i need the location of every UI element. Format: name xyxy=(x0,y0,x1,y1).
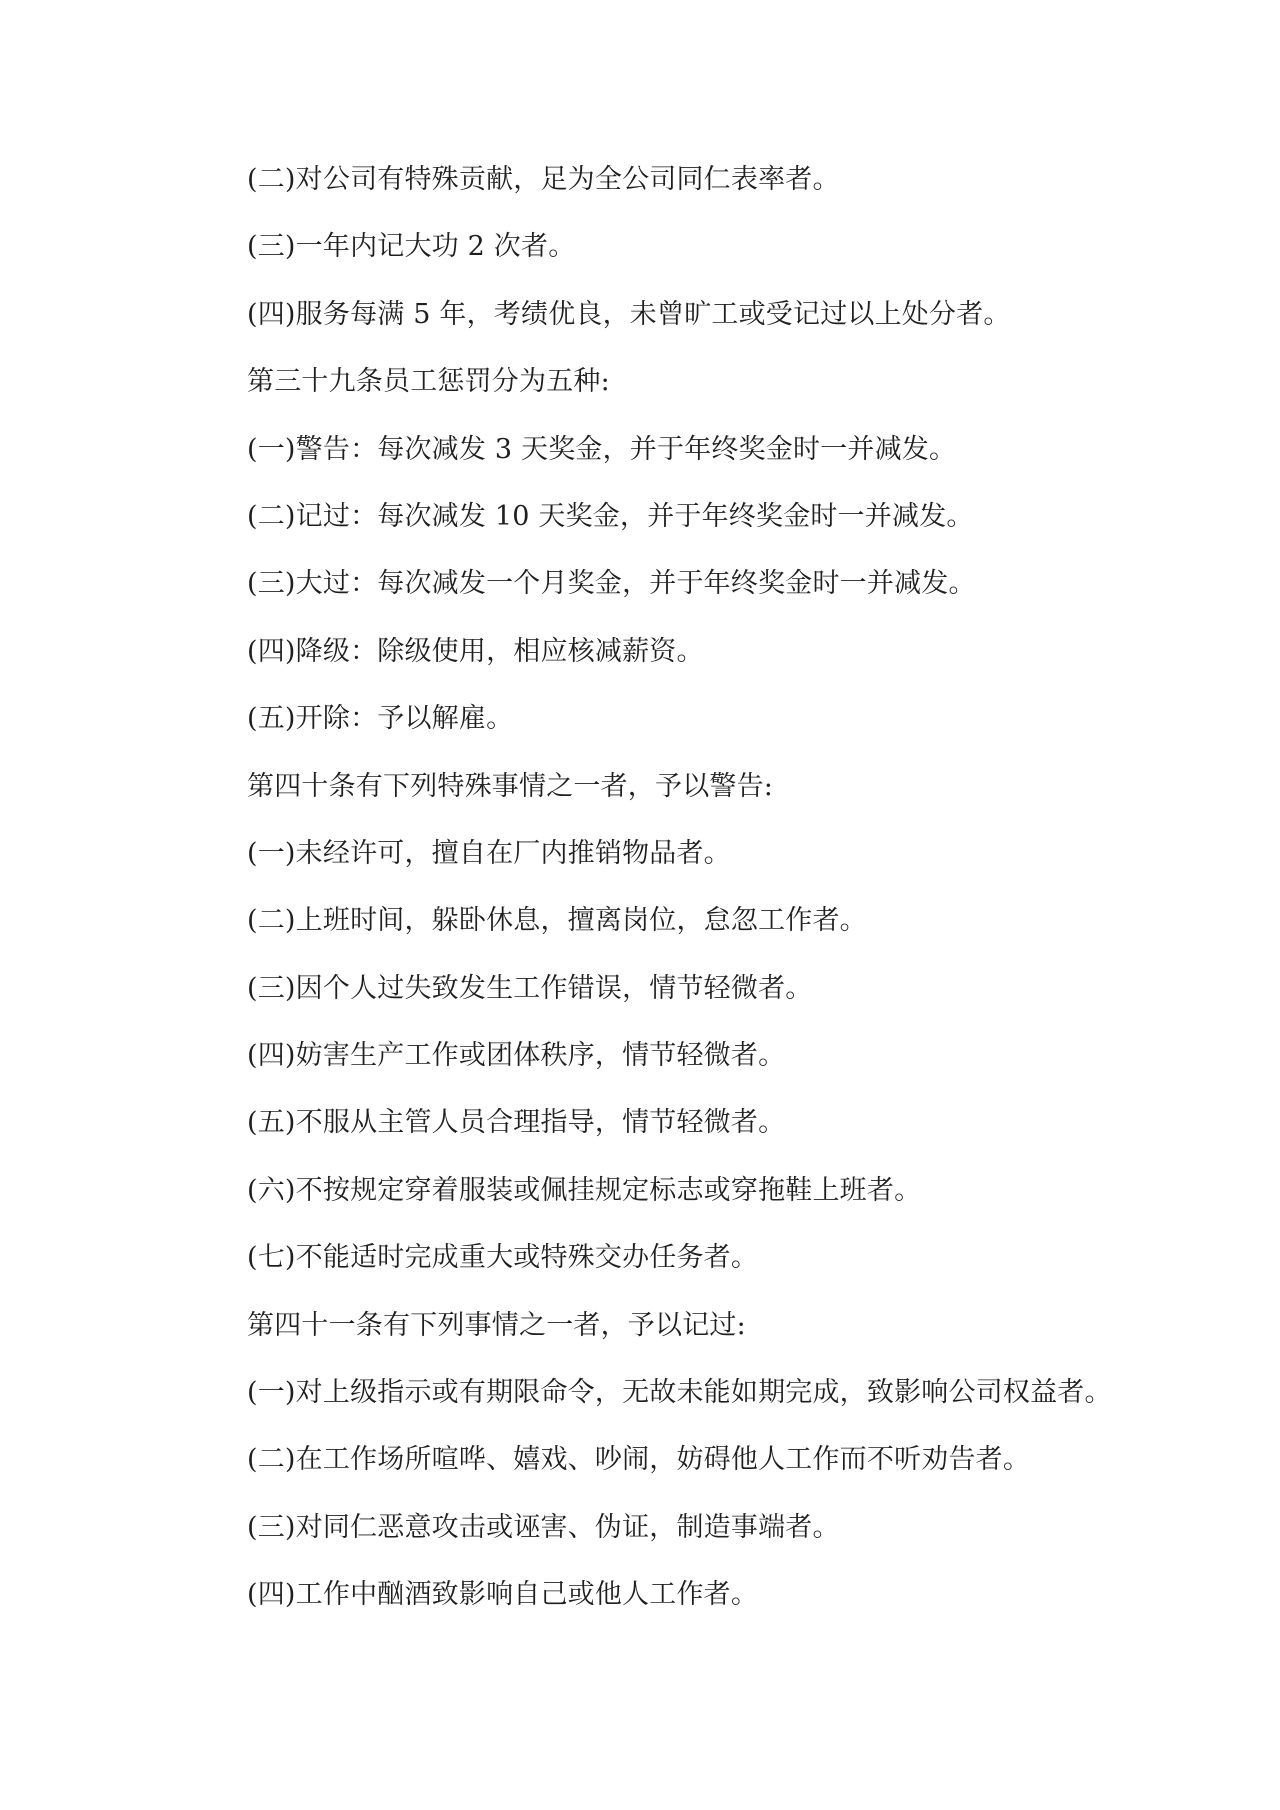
paragraph: (七)不能适时完成重大或特殊交办任务者。 xyxy=(247,1242,759,1274)
paragraph: (三)因个人过失致发生工作错误，情节轻微者。 xyxy=(247,972,813,1004)
paragraph: (二)在工作场所喧哗、嬉戏、吵闹，妨碍他人工作而不听劝告者。 xyxy=(247,1444,1031,1476)
paragraph: (五)开除：予以解雇。 xyxy=(247,703,514,735)
paragraph: (一)对上级指示或有期限命令，无故未能如期完成，致影响公司权益者。 xyxy=(247,1377,1112,1409)
paragraph: (四)妨害生产工作或团体秩序，情节轻微者。 xyxy=(247,1040,786,1072)
paragraph: (三)大过：每次减发一个月奖金，并于年终奖金时一并减发。 xyxy=(247,568,976,600)
paragraph: (四)降级：除级使用，相应核减薪资。 xyxy=(247,635,704,667)
article-heading: 第三十九条员工惩罚分为五种: xyxy=(247,366,610,398)
document-body xyxy=(247,166,1147,1629)
paragraph: (六)不按规定穿着服装或佩挂规定标志或穿拖鞋上班者。 xyxy=(247,1174,922,1206)
article-heading: 第四十条有下列特殊事情之一者，予以警告: xyxy=(247,770,774,802)
paragraph: (三)一年内记大功 2 次者。 xyxy=(247,231,576,263)
paragraph: (三)对同仁恶意攻击或诬害、伪证，制造事端者。 xyxy=(247,1511,840,1543)
paragraph: (二)记过：每次减发 10 天奖金，并于年终奖金时一并减发。 xyxy=(247,500,974,532)
paragraph: (一)警告：每次减发 3 天奖金，并于年终奖金时一并减发。 xyxy=(247,433,957,465)
paragraph: (二)对公司有特殊贡献，足为全公司同仁表率者。 xyxy=(247,164,840,195)
paragraph: (二)上班时间，躲卧休息，擅离岗位，怠忽工作者。 xyxy=(247,905,867,937)
paragraph: (四)服务每满 5 年，考绩优良，未曾旷工或受记过以上处分者。 xyxy=(247,298,1011,330)
paragraph: (一)未经许可，擅自在厂内推销物品者。 xyxy=(247,837,731,869)
paragraph: (五)不服从主管人员合理指导，情节轻微者。 xyxy=(247,1107,786,1139)
article-heading: 第四十一条有下列事情之一者，予以记过: xyxy=(247,1309,746,1341)
paragraph: (四)工作中酗酒致影响自己或他人工作者。 xyxy=(247,1579,759,1611)
